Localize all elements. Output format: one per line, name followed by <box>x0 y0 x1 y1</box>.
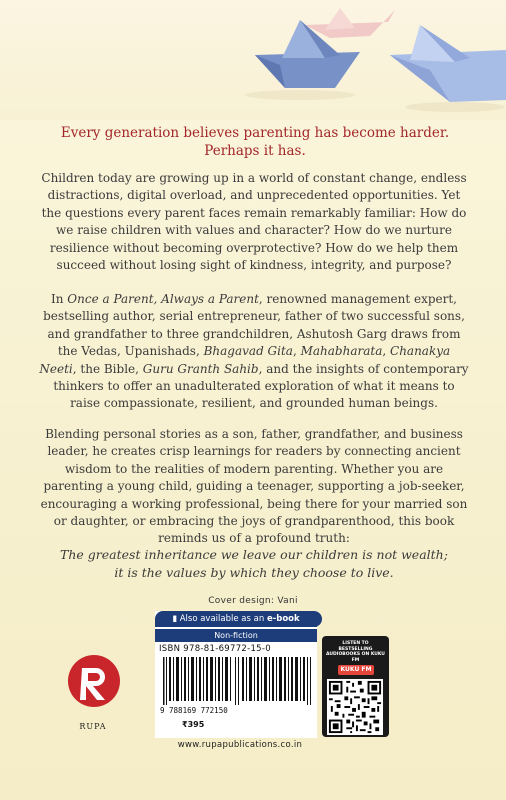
cover-design-credit: Cover design: Vani <box>208 596 298 606</box>
hook-line-1: Every generation believes parenting has become harder. <box>60 125 450 141</box>
book-title: Once a Parent, Always a Parent <box>67 292 259 306</box>
isbn-text: ISBN 978-81-69772-15-0 <box>159 644 271 654</box>
tablet-icon: ▮ <box>172 614 180 624</box>
hook-headline <box>60 124 450 160</box>
publisher-name: RUPA <box>79 722 107 731</box>
body-paragraph-3: Blending personal stories as a son, father, grandfather, and business leader, he creates crisp learnings for readers by connecting ancient wisdom to the realities of modern parenting. Whether you are parenting a young child, guiding a teenager, supporting a job-seeker, encouraging a working professional, being there for your married son or daughter, or embracing the joys of grandparenthood, this book reminds us of a profound truth: <box>40 427 468 546</box>
price-label: ₹395 <box>182 720 205 729</box>
kuku-fm-logo: KUKU FM <box>338 665 374 675</box>
paper-boats-image <box>0 0 506 120</box>
qr-code-image <box>327 679 383 735</box>
hook-line-2: Perhaps it has. <box>204 143 306 159</box>
rupa-logo-icon <box>64 650 124 712</box>
barcode-image <box>163 657 311 705</box>
category-label: Non-fiction <box>155 629 317 642</box>
audiobook-text: LISTEN TO BESTSELLING AUDIOBOOKS ON KUKU FM <box>326 641 385 663</box>
publisher-url[interactable]: www.rupapublications.co.in <box>177 740 303 750</box>
closing-quote: The greatest inheritance we leave our children is not wealth; it is the values by which they choose to live. <box>60 547 448 580</box>
body-paragraph-2: In Once a Parent, Always a Parent, renowned management expert, bestselling author, serial entrepreneur, father of two successful sons, and grandfather to three grandchildren, Ashutosh Garg draws from the Vedas, Upanishads, Bhagavad Gita, Mahabharata, Chanakya Neeti, the Bible, Guru Granth Sahib, and the insights of contemporary thinkers to offer an unadulterated exploration of what it means to raise compassionate, resilient, and grounded human beings. <box>39 292 469 411</box>
barcode-digits: 9 788169 772150 <box>160 706 228 715</box>
body-paragraph-1: Children today are growing up in a world of constant change, endless distractions, digital overload, and unprecedented opportunities. Yet the questions every parent faces remain remarkably familiar: How do we raise children with values and character? How do we nurture resilience without becoming overprotective? How do we help them succeed without losing sight of kindness, integrity, and purpose? <box>41 171 467 273</box>
ebook-badge: ▮ Also available as an e-book <box>155 611 317 627</box>
